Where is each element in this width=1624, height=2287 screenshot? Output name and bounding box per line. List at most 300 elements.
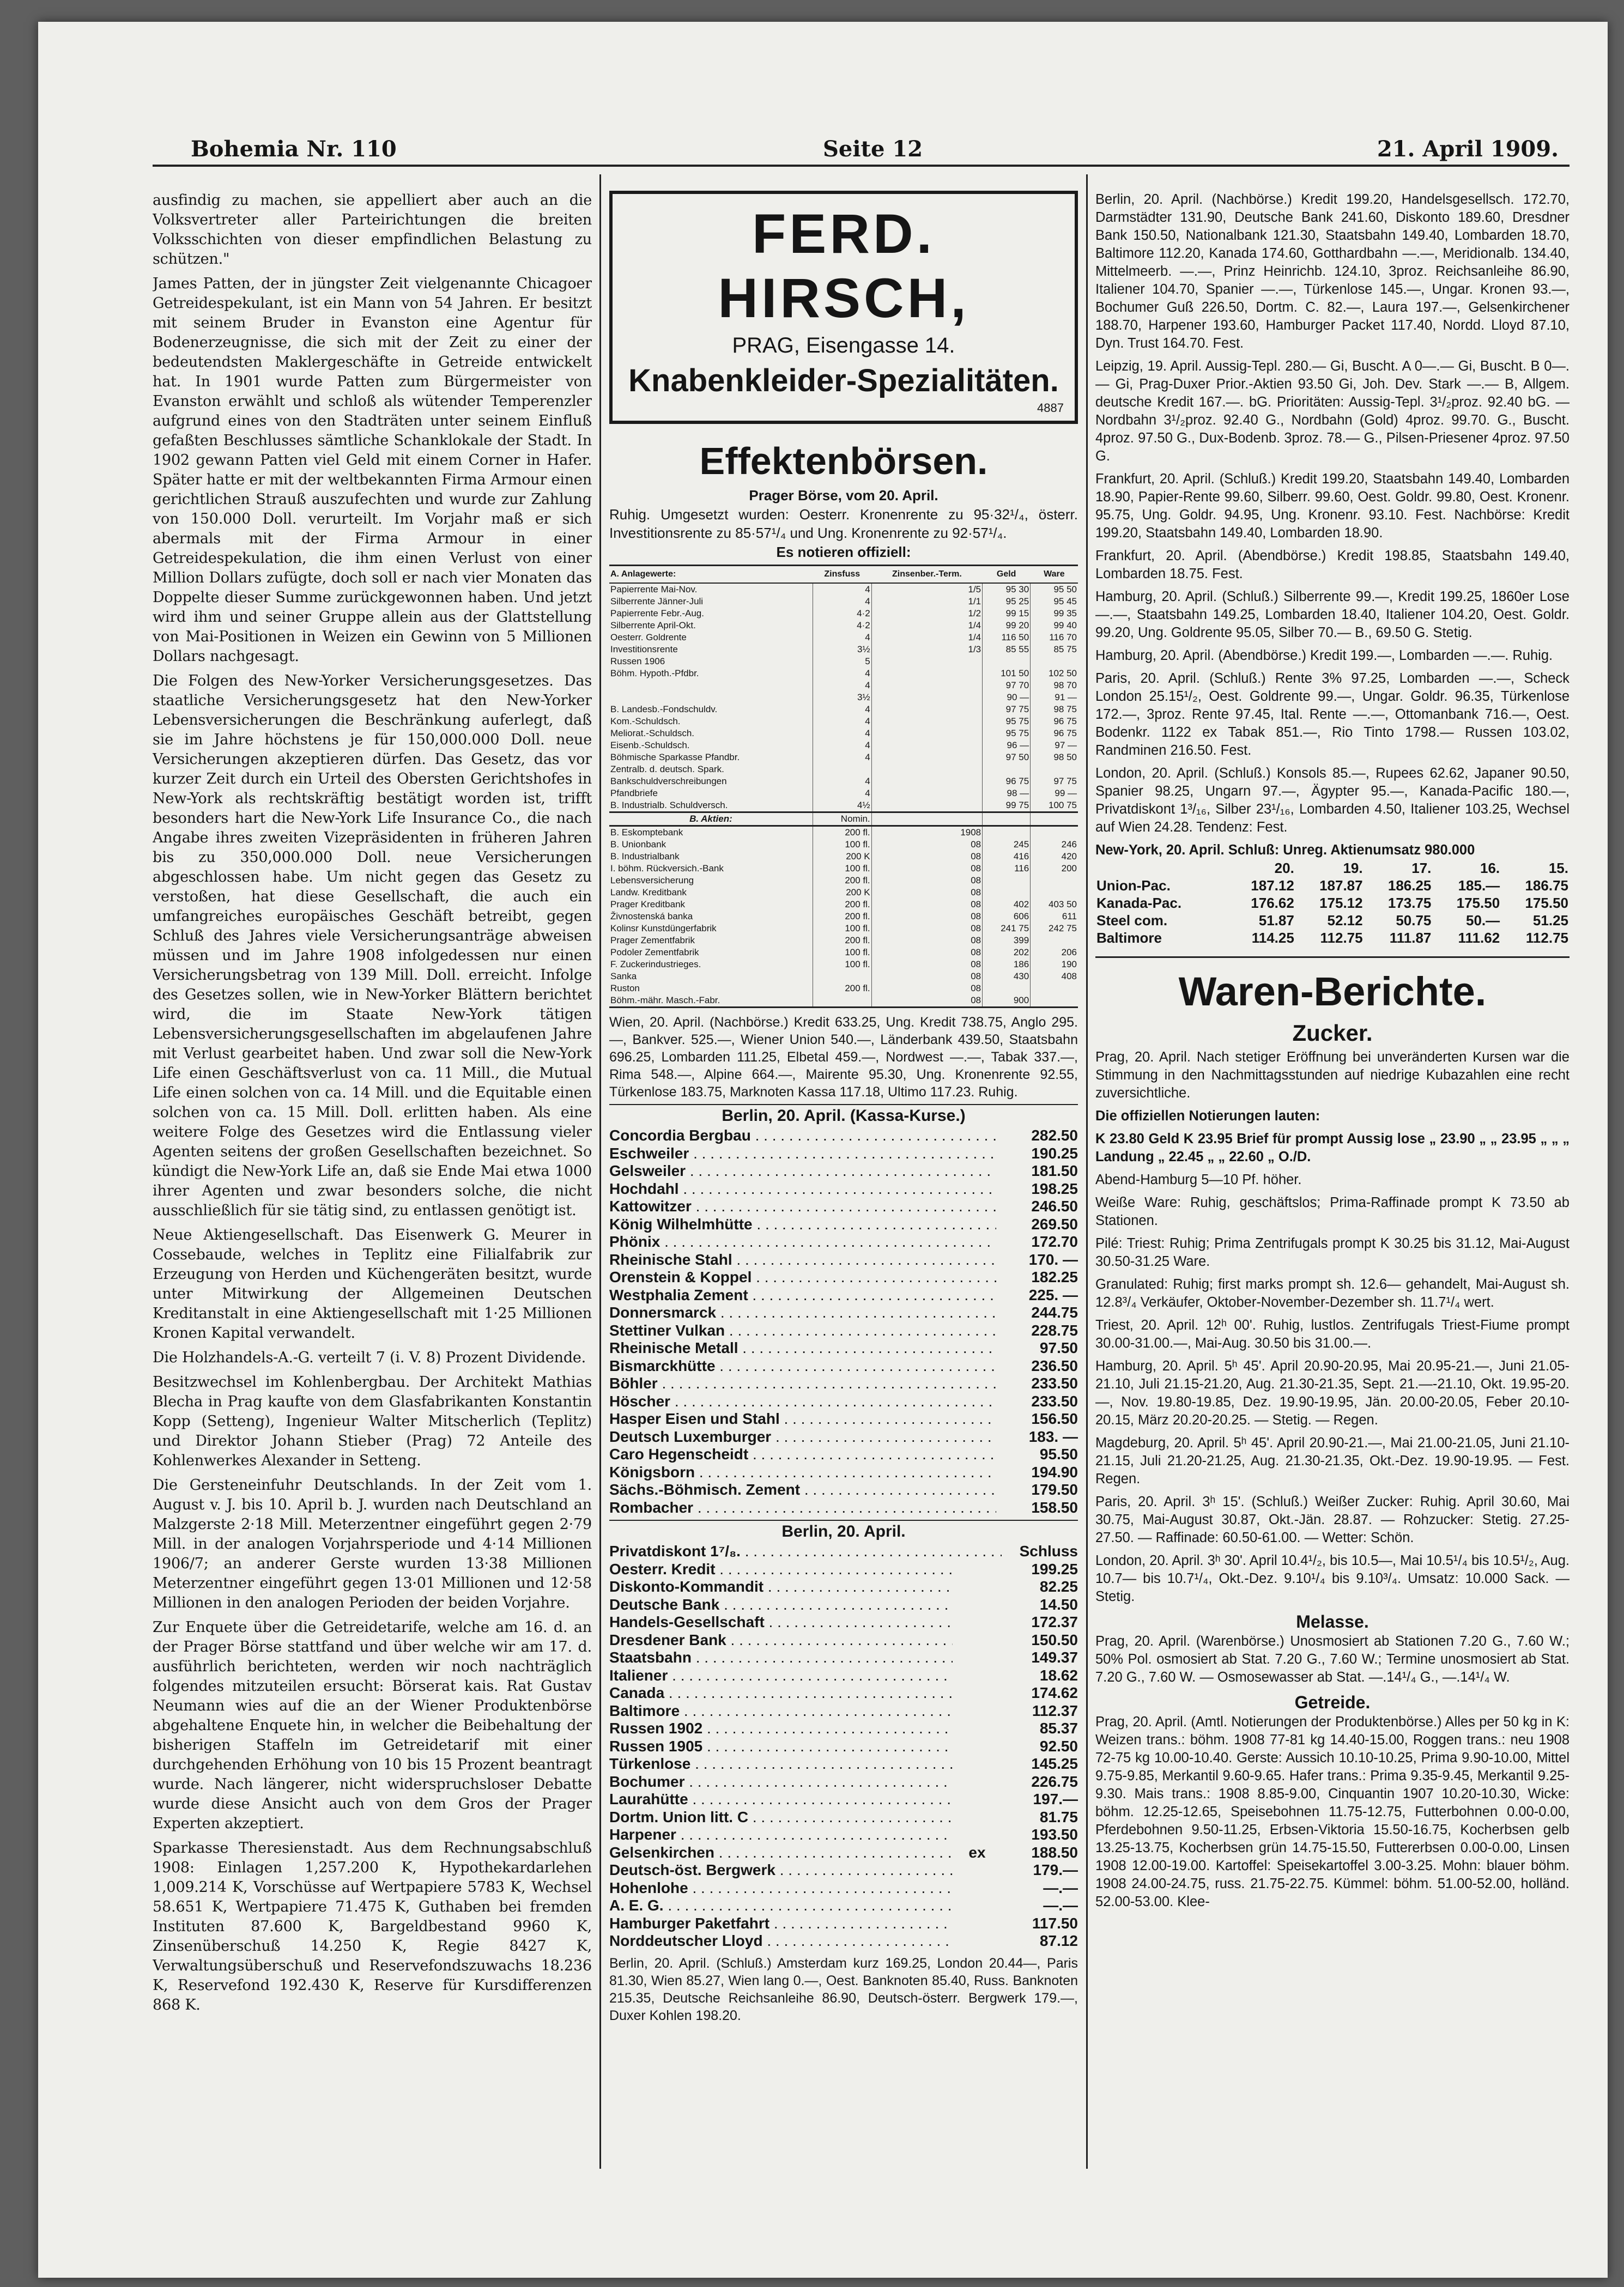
article-paragraph: Die Folgen des New-Yorker Versicherungsgesetzes. Das staatliche Versicherungsgesetz hat den New-Yorker Lebensversicherungen die Beschränkung auferlegt, daß sie im Jahre höchstens je für 150,000.000 Doll. neue Versicherungen akzeptieren dürfen. Das Gesetz, das vor kurzer Zeit durch ein Urteil des Obersten Gerichtshofes in New-York als rechtskräftig bestätigt worden ist, trifft besonders hart die New-York Life Insurance Co., die nach Angabe ihres zweiten Vizepräsidenten in früheren Jahren bis zu 350,000.000 Doll. neue Versicherungen abgeschlossen habe. Um nicht gegen das Gesetz zu verstoßen, hat diese Gesellschaft, die auch ein umfangreiches europäisches Geschäft betreibt, gegen Schluß des Jahres viele Versicherungsanträge abweisen müssen und im Jahre 1908 infolgedessen nur einen Versicherungsbetrag von 139 Mill. Doll. erreicht. Infolge des Gesetzes sollen, wie in New-Yorker Blättern berichtet wird, die im Staate New-York tätigen Lebensversicherungsgesellschaften im abgelaufenen Jahre mit Verlust gearbeitet haben. Und zwar soll die New-York Life einen Geschäftsverlust von ca. 11 Mill., die Mutual Life einen solchen von ca. 14 Mill. und die Equitable einen solchen von ca. 15 Mill. Doll. erlitten haben. Als eine weitere Folge des Gesetzes wird die Entlassung vieler Agenten seitens der großen Gesellschaften bezeichnet. So kündigt die New-York Life an, daß sie Ende Mai etwa 1000 ihrer Agenten und zwar besonders solche, die nicht ausschließlich für sie tätig sind, zu entlassen genötigt ist. xyxy=(153,672,592,1219)
table-cell xyxy=(871,668,982,680)
table-cell: 1/1 xyxy=(871,596,982,608)
stock-name: Böhler . . . xyxy=(609,1375,996,1393)
stock-name: Stettiner Vulkan . . . xyxy=(609,1322,996,1340)
list-item xyxy=(609,1596,1078,1614)
table-cell: 185.— xyxy=(1458,877,1500,894)
stock-name: Diskonto-Kommandit . . . xyxy=(609,1578,953,1596)
zucker-report: Triest, 20. April. 12ʰ 00'. Ruhig, lustlos. Zentrifugals Triest-Fiume prompt 30.00-31.00.—, Mai-Aug. 30.50 bis 31.00.—. xyxy=(1095,1318,1570,1351)
list-item xyxy=(609,1720,1078,1738)
stock-flag xyxy=(953,1613,1002,1631)
table-cell: B. Eskomptebank xyxy=(610,827,683,838)
table-cell: Investitionsrente xyxy=(610,644,678,654)
stock-name: Kattowitzer . . . xyxy=(609,1198,996,1216)
table-cell: Böhm. Hypoth.-Pfdbr. xyxy=(610,668,699,678)
table-cell: 3½ xyxy=(813,644,871,656)
ny-date-col: 19. xyxy=(1343,860,1363,876)
aktien-section-label: B. Aktien: xyxy=(609,812,813,826)
table-cell: 611 xyxy=(1031,911,1078,923)
list-item xyxy=(609,1180,1078,1198)
list-item xyxy=(609,1809,1078,1827)
table-cell: 242 75 xyxy=(1031,923,1078,935)
list-item xyxy=(609,1287,1078,1305)
stock-name: Eschweiler . . . xyxy=(609,1145,996,1163)
table-row xyxy=(609,620,1078,632)
table-cell: 85 75 xyxy=(1031,644,1078,656)
list-item xyxy=(609,1481,1078,1499)
stock-value: 198.25 xyxy=(1031,1180,1078,1197)
table-cell xyxy=(1031,887,1078,899)
table-cell: 102 50 xyxy=(1031,668,1078,680)
table-cell: Ruston xyxy=(610,983,640,993)
list-item xyxy=(609,1897,1078,1915)
market-report: Frankfurt, 20. April. (Schluß.) Kredit 199.20, Staatsbahn 149.40, Lombarden 18.90, Papier-Rente 99.60, Silberr. 99.60, Oest. Goldr. 99.80, Oest. Kronenr. 95.75, Ung. Goldr. 94.95, Ung. Kronenr. 93.10. Fest. Nachbörse: Kredit 199.20, Staatsbahn 149.40, Lombarden 18.90. xyxy=(1095,471,1570,541)
table-cell: Steel com. xyxy=(1096,912,1168,929)
table-cell: 200 fl. xyxy=(813,875,871,887)
table-row xyxy=(609,851,1078,863)
stock-value: 179.— xyxy=(1033,1861,1078,1878)
stock-value: 233.50 xyxy=(1031,1392,1078,1410)
list-item xyxy=(609,1464,1078,1482)
table-cell: Lebensversicherung xyxy=(610,875,694,885)
zucker-report: London, 20. April. 3ʰ 30'. April 10.4¹/₂, bis 10.5—, Mai 10.5¹/₄ bis 10.5¹/₂, Aug. 10.7— bis 10.7¹/₄, Okt.-Dez. 9.10¹/₄ bis 9.10³/₄. Umsatz: 10.000 Sack. — Stetig. xyxy=(1095,1553,1570,1604)
table-row xyxy=(609,959,1078,970)
stock-name: Orenstein & Koppel . . . xyxy=(609,1269,996,1287)
stock-value: 145.25 xyxy=(1031,1755,1078,1772)
table-cell: 200 fl. xyxy=(813,911,871,923)
stock-value: 174.62 xyxy=(1031,1684,1078,1701)
stock-name: Italiener . . . xyxy=(609,1667,953,1685)
stock-value: 181.50 xyxy=(1031,1162,1078,1179)
table-cell xyxy=(1031,826,1078,839)
ny-date-col: 15. xyxy=(1548,860,1568,876)
stock-flag xyxy=(953,1755,1002,1773)
table-header: Ware xyxy=(1031,566,1078,584)
table-cell: 97 — xyxy=(1031,739,1078,751)
header-issue: Bohemia Nr. 110 xyxy=(191,136,397,162)
table-cell: 4½ xyxy=(813,799,871,812)
stock-value: 18.62 xyxy=(1039,1666,1078,1684)
list-item xyxy=(609,1631,1078,1649)
table-cell: 99 40 xyxy=(1031,620,1078,632)
table-cell: 08 xyxy=(871,863,982,875)
stock-value: 228.75 xyxy=(1031,1321,1078,1339)
table-cell: 175.12 xyxy=(1319,895,1363,911)
stock-flag xyxy=(953,1578,1002,1596)
stock-name: Deutsch Luxemburger . . . xyxy=(609,1428,996,1446)
table-cell xyxy=(871,715,982,727)
stock-name: Rheinische Stahl . . . xyxy=(609,1251,996,1269)
table-cell: 4 xyxy=(813,668,871,680)
table-cell: 187.12 xyxy=(1251,877,1294,894)
table-cell: 200 fl. xyxy=(813,982,871,994)
table-cell xyxy=(871,656,982,668)
table-cell: Union-Pac. xyxy=(1096,877,1171,894)
zucker-report: Magdeburg, 20. April. 5ʰ 45'. April 20.90-21.—, Mai 21.00-21.05, Juni 21.10-21.15, Juli 21.20-21.25, Aug. 21.30-21.35, Okt.-Dez. 19.90-19.95. — Fest. Regen. xyxy=(1095,1435,1570,1487)
stock-name: Staatsbahn . . . xyxy=(609,1649,953,1667)
table-cell: 4 xyxy=(813,787,871,799)
stock-name: Hamburger Paketfahrt . . . xyxy=(609,1915,953,1933)
table-row xyxy=(1095,877,1570,894)
table-cell: 403 50 xyxy=(1031,899,1078,911)
table-row xyxy=(609,875,1078,887)
table-cell: Podoler Zementfabrik xyxy=(610,947,699,957)
table-cell: 99 — xyxy=(1031,787,1078,799)
list-item xyxy=(609,1578,1078,1596)
stock-flag xyxy=(953,1773,1002,1791)
stock-name: Russen 1902 . . . xyxy=(609,1720,953,1738)
table-cell: 99 75 xyxy=(983,799,1031,812)
table-cell: 08 xyxy=(871,994,982,1008)
table-cell: Böhmische Sparkasse Pfandbr. xyxy=(610,752,740,762)
table-cell: 95 50 xyxy=(1031,583,1078,596)
table-cell xyxy=(983,763,1031,775)
table-cell xyxy=(983,656,1031,668)
stock-value: 188.50 xyxy=(1031,1843,1078,1861)
table-header: Zinsfuss xyxy=(813,566,871,584)
list-item xyxy=(609,1251,1078,1269)
table-row xyxy=(609,680,1078,691)
list-item xyxy=(609,1216,1078,1234)
table-cell: Sanka xyxy=(610,971,637,981)
table-cell: 4 xyxy=(813,596,871,608)
table-cell: 101 50 xyxy=(983,668,1031,680)
stock-flag xyxy=(953,1720,1002,1738)
stock-value: 95.50 xyxy=(1039,1446,1078,1463)
stock-name: König Wilhelmhütte . . . xyxy=(609,1216,996,1234)
melasse-title: Melasse. xyxy=(1296,1612,1369,1631)
stock-flag xyxy=(953,1897,1002,1915)
stock-name: Donnersmarck . . . xyxy=(609,1304,996,1322)
table-cell: 245 xyxy=(983,839,1031,851)
stock-name: Rombacher . . . xyxy=(609,1499,996,1517)
list-item xyxy=(609,1879,1078,1897)
column-rule-1 xyxy=(599,174,601,2169)
stock-value: 179.50 xyxy=(1031,1481,1078,1498)
table-row xyxy=(609,887,1078,899)
stock-flag xyxy=(953,1879,1002,1897)
table-cell: Meliorat.-Schuldsch. xyxy=(610,728,695,738)
table-cell: 186 xyxy=(983,959,1031,970)
table-cell: 1/4 xyxy=(871,620,982,632)
list-item xyxy=(609,1428,1078,1446)
list-item xyxy=(609,1561,1078,1579)
table-cell: 90 — xyxy=(983,691,1031,703)
table-cell: Russen 1906 xyxy=(610,656,665,666)
stock-value: 246.50 xyxy=(1031,1198,1078,1215)
list-item xyxy=(609,1649,1078,1667)
table-cell: 116 xyxy=(983,863,1031,875)
table-cell: 402 xyxy=(983,899,1031,911)
stock-value: 269.50 xyxy=(1031,1215,1078,1233)
stock-name: Hasper Eisen und Stahl . . . xyxy=(609,1410,996,1428)
table-cell: 08 xyxy=(871,851,982,863)
table-cell: 4·2 xyxy=(813,620,871,632)
header-date: 21. April 1909. xyxy=(1377,136,1559,162)
table-cell xyxy=(871,703,982,715)
table-cell xyxy=(609,691,813,703)
table-cell: 206 xyxy=(1031,947,1078,959)
list-item xyxy=(609,1339,1078,1357)
table-row xyxy=(609,644,1078,656)
table-cell xyxy=(813,994,871,1008)
table-cell: 176.62 xyxy=(1251,895,1294,911)
table-row xyxy=(609,826,1078,839)
getreide-report: Prag, 20. April. (Amtl. Notierungen der Produktenbörse.) Alles per 50 kg in K: Weizen trans.: böhm. 1908 77-81 kg 14.40-15.00, Roggen trans.: neu 1908 72-75 kg 10.00-10.40. Gerste: Aussich 10.10-10.25, Prima 9.90-10.00, Mittel 9.75-9.85, Merkantil 9.60-9.65. Hafer trans.: Prima 9.35-9.45, Merkantil 9.25-9.30. Mais trans.: 1908 8.85-9.00, Cinquantin 1907 10.20-10.30, Wicke: böhm. 12.25-12.65, Speisebohnen 11.75-12.75, Futterbohnen 0.00-0.00, Pferdebohnen 9.50-11.25, Erbsen-Viktoria 15.50-16.75, Kocherbsen gelb 13.25-13.75, Kocherbsen grün 14.75-15.50, Futtererbsen 0.00-0.00, Linsen 1908 12.00-19.00. Kartoffel: Speisekartoffel 3.00-3.25. Mohn: blauer böhm. 1908 24.00-24.75, russ. 21.75-22.75. Kümmel: böhm. 51.00-52.00, holländ. 52.00-53.00. Klee- xyxy=(1095,1714,1570,1909)
table-cell xyxy=(1031,875,1078,887)
stock-name: A. E. G. . . . xyxy=(609,1897,953,1915)
table-cell: 112.75 xyxy=(1525,930,1568,946)
market-report: Hamburg, 20. April. (Abendbörse.) Kredit 199.—, Lombarden —.—. Ruhig. xyxy=(1095,648,1553,663)
table-cell: Bankschuldverschreibungen xyxy=(610,776,727,786)
table-cell: B. Industrialbank xyxy=(610,851,680,862)
stock-flag xyxy=(953,1561,1002,1579)
zucker-report: K 23.80 Geld K 23.95 Brief für prompt Aussig lose „ 23.90 „ „ 23.95 „ „ „ Landung „ 22.45 „ „ 22.60 „ O./D. xyxy=(1095,1131,1570,1164)
table-cell: 246 xyxy=(1031,839,1078,851)
table-cell: 416 xyxy=(983,851,1031,863)
market-report: Berlin, 20. April. (Nachbörse.) Kredit 199.20, Handelsgesellsch. 172.70, Darmstädter 131.90, Deutsche Bank 241.60, Diskonto 189.60, Dresdner Bank 150.50, Nationalbank 121.30, Staatsbahn 149.40, Lombarden 18.70, Baltimore 112.20, Kanada 174.60, Gotthardbahn —.—, Meridionalb. 134.40, Mittelmeerb. —.—, Prinz Heinrichb. 124.10, 3proz. Reichsanleihe 86.90, Italiener 104.70, Spanier —.—, Türkenlose 145.—, Ungar. Kronen 93.—, Bochumer Guß 226.50, Dortm. C. 82.—, Laura 197.—, Gelsenkirchener 188.70, Harpener 193.60, Hamburger Packet 117.40, Nordd. Lloyd 87.10, Dyn. Trust 164.70. Fest. xyxy=(1095,192,1570,351)
table-cell xyxy=(871,799,982,812)
market-report: Paris, 20. April. (Schluß.) Rente 3% 97.25, Lombarden —.—, Scheck London 25.15¹/₂, Oest. Goldrente 99.—, Ungar. Goldr. 96.35, Türkenlose 172.—, 3proz. Rente 97.45, Ital. Rente —.—, Ottomanbank 716.—, Oest. Bodenkr. 1122 ex Tabak 851.—, Rio Tinto 1798.— Russen 103.02, Randminen 216.50. Fest. xyxy=(1095,671,1570,758)
table-cell: 1/2 xyxy=(871,608,982,620)
table-cell: 187.87 xyxy=(1319,877,1363,894)
table-cell: 112.75 xyxy=(1320,930,1363,946)
list-item xyxy=(609,1446,1078,1464)
table-cell xyxy=(983,826,1031,839)
column-2 xyxy=(609,191,1078,2223)
ad-specialty: Knabenkleider-Spezialitäten. xyxy=(628,363,1059,398)
stock-value: 199.25 xyxy=(1031,1560,1078,1578)
table-cell xyxy=(871,751,982,763)
table-cell: 116 70 xyxy=(1031,632,1078,644)
table-cell: 96 75 xyxy=(1031,727,1078,739)
table-cell: 85 55 xyxy=(983,644,1031,656)
list-item xyxy=(609,1861,1078,1879)
table-row xyxy=(609,668,1078,680)
table-row xyxy=(1095,912,1570,929)
stock-value: 190.25 xyxy=(1031,1144,1078,1162)
table-cell: 08 xyxy=(871,875,982,887)
table-cell: 95 75 xyxy=(983,715,1031,727)
berlin-schluss-list xyxy=(609,1561,1078,1950)
list-item xyxy=(609,1791,1078,1809)
table-row xyxy=(609,935,1078,947)
table-cell: 99 35 xyxy=(1031,608,1078,620)
table-cell: 51.87 xyxy=(1258,912,1294,929)
table-cell: 4 xyxy=(813,727,871,739)
berlin-kassa-heading: Berlin, 20. April. (Kassa-Kurse.) xyxy=(609,1104,1078,1127)
ad-number: 4887 xyxy=(1037,401,1064,415)
list-item xyxy=(609,1773,1078,1791)
table-cell xyxy=(983,982,1031,994)
table-cell: 200 xyxy=(1031,863,1078,875)
zucker-report: Granulated: Ruhig; first marks prompt sh. 12.6— gehandelt, Mai-August sh. 12.8³/₄ Verkäufer, Oktober-November-Dezember sh. 11.7¹/₄ wert. xyxy=(1095,1277,1570,1310)
table-cell: 399 xyxy=(983,935,1031,947)
ny-date-col: 20. xyxy=(1274,860,1294,876)
stock-value: 150.50 xyxy=(1031,1631,1078,1648)
table-cell: 111.62 xyxy=(1458,930,1500,946)
table-cell: Landw. Kreditbank xyxy=(610,887,687,897)
stock-value: —.— xyxy=(1043,1897,1078,1914)
table-cell xyxy=(871,727,982,739)
stock-value: 85.37 xyxy=(1039,1720,1078,1737)
table-cell: 202 xyxy=(983,947,1031,959)
stock-value: 193.50 xyxy=(1031,1826,1078,1843)
stock-name: Phönix . . . xyxy=(609,1233,996,1251)
stock-flag xyxy=(953,1684,1002,1702)
stock-flag xyxy=(953,1932,1002,1950)
table-cell: 08 xyxy=(871,959,982,970)
list-item xyxy=(609,1755,1078,1773)
table-cell: 08 xyxy=(871,970,982,982)
table-cell xyxy=(983,887,1031,899)
table-cell: Kolinsr Kunstdüngerfabrik xyxy=(610,923,717,933)
list-item xyxy=(609,1393,1078,1411)
table-row xyxy=(609,703,1078,715)
table-cell: 111.87 xyxy=(1389,930,1432,946)
stock-name: Caro Hegenscheidt . . . xyxy=(609,1446,996,1464)
table-cell xyxy=(871,787,982,799)
table-row xyxy=(609,911,1078,923)
stock-name: Handels-Gesellschaft . . . xyxy=(609,1613,953,1631)
column-1 xyxy=(153,191,592,2223)
table-row xyxy=(609,787,1078,799)
table-cell: 08 xyxy=(871,839,982,851)
list-item xyxy=(609,1684,1078,1702)
table-row xyxy=(609,947,1078,959)
stock-name: Sächs.-Böhmisch. Zement . . . xyxy=(609,1481,996,1499)
stock-flag xyxy=(953,1631,1002,1649)
stock-value: 197.— xyxy=(1033,1791,1078,1807)
table-cell: 95 75 xyxy=(983,727,1031,739)
table-cell xyxy=(983,875,1031,887)
table-cell: 08 xyxy=(871,923,982,935)
list-item xyxy=(609,1233,1078,1251)
stock-flag xyxy=(953,1791,1002,1809)
table-cell: 430 xyxy=(983,970,1031,982)
stock-value: 225. — xyxy=(1028,1286,1078,1303)
stock-name: Königsborn . . . xyxy=(609,1464,996,1482)
table-cell: 116 50 xyxy=(983,632,1031,644)
table-cell: 175.50 xyxy=(1456,895,1500,911)
stock-name: Bismarckhütte . . . xyxy=(609,1357,996,1375)
table-cell: 08 xyxy=(871,887,982,899)
stock-value: 282.50 xyxy=(1031,1127,1078,1144)
stock-flag xyxy=(953,1649,1002,1667)
table-cell: Kanada-Pac. xyxy=(1096,895,1182,911)
table-cell: 200 fl. xyxy=(813,899,871,911)
table-cell: 98 — xyxy=(983,787,1031,799)
table-cell: 99 20 xyxy=(983,620,1031,632)
prague-quotes-table xyxy=(609,565,1078,1008)
table-cell: 50.— xyxy=(1466,912,1500,929)
ny-date-col: 17. xyxy=(1411,860,1432,876)
table-cell: 4 xyxy=(813,632,871,644)
table-header-row xyxy=(1095,859,1570,877)
article-paragraph: Besitzwechsel im Kohlenbergbau. Der Architekt Mathias Blecha in Prag kaufte von dem Glasfabrikanten Konstantin Kopp (Setteng), Ingenieur Walter Mitscherlich (Teplitz) und Direktor Johann Stieber (Prag) 72 Anteile des Kohlenwerkes Alexander in Setteng. xyxy=(153,1374,592,1469)
table-cell xyxy=(609,680,813,691)
table-cell: 97 75 xyxy=(983,703,1031,715)
stock-value: 92.50 xyxy=(1039,1737,1078,1755)
table-cell: 98 70 xyxy=(1031,680,1078,691)
table-cell: 97 70 xyxy=(983,680,1031,691)
table-cell: 114.25 xyxy=(1251,930,1294,946)
stock-value: —.— xyxy=(1043,1879,1078,1896)
table-cell: 100 fl. xyxy=(813,863,871,875)
table-cell: Oesterr. Goldrente xyxy=(610,632,687,642)
stock-value: 170. — xyxy=(1028,1251,1078,1268)
privatdiskont-row xyxy=(609,1543,1078,1561)
table-cell: 08 xyxy=(871,899,982,911)
table-cell: 100 fl. xyxy=(813,839,871,851)
table-cell xyxy=(1031,763,1078,775)
table-row xyxy=(609,923,1078,935)
zucker-report: Die offiziellen Notierungen lauten: xyxy=(1095,1108,1320,1124)
table-cell: 100 fl. xyxy=(813,959,871,970)
article-paragraph: Neue Aktiengesellschaft. Das Eisenwerk G. Meurer in Cossebaude, welches in Teplitz eine Filialfabrik zur Erzeugung von Herden und Küchengeräten besitzt, wurde unter Mitwirkung der Allgemeinen Deutschen Kreditanstalt in eine Aktiengesellschaft mit 1·25 Millionen Kronen Kapital verwandelt. xyxy=(153,1227,592,1342)
article-paragraph: James Patten, der in jüngster Zeit vielgenannte Chicagoer Getreidespekulant, ist ein Mann von 54 Jahren. Er besitzt mit seinem Bruder in Evanston eine Agentur für Bodenerzeugnisse, die sich mit der Zeit zu einer der bedeutendsten Maklergeschäfte in Getreide entwickelt hat. In 1901 wurde Patten zum Bürgermeister von Evanston erwählt und schloß als wütender Temperenzler aufgrund eines von den Stadträten unter seinem Einfluß gefaßten Beschlusses sämtliche Schanklokale der Stadt. In 1902 gewann Patten viel Geld mit einem Corner in Hafer. Später hatte er mit der weltbekannten Firma Armour einen gerichtlichen Strauß auszufechten und wurde zur Zahlung von 150.000 Doll. verurteilt. Im Vorjahr maß er sich abermals mit der Firma Armour in einer Getreidespekulation, die ihm einen Verlust von einer Million Dollars zufügte, doch soll er nach vier Monaten das Doppelte dieser Summe zurückgewonnen haben. Und jetzt wird ihm und seiner Gruppe allein aus der Glattstellung von Mai-Positionen in Weizen ein Gewinn von 5 Millionen Dollars nachgesagt. xyxy=(153,275,592,665)
stock-value: 14.50 xyxy=(1039,1596,1078,1613)
stock-flag xyxy=(953,1915,1002,1933)
table-cell: 08 xyxy=(871,911,982,923)
stock-value: 172.70 xyxy=(1031,1233,1078,1250)
section-title-waren-berichte: Waren-Berichte. xyxy=(1178,969,1487,1014)
article-paragraph: Die Holzhandels-A.-G. verteilt 7 (i. V. 8) Prozent Dividende. xyxy=(153,1349,586,1366)
stock-name: Deutsch-öst. Bergwerk . . . xyxy=(609,1861,953,1879)
table-cell xyxy=(1031,656,1078,668)
article-paragraph: ausfindig zu machen, sie appelliert aber auch an die Volksvertreter aller Parteirichtungen die breiten Volksschichten von dieser empfindlichen Belastung zu schützen." xyxy=(153,192,592,268)
table-cell: 173.75 xyxy=(1387,895,1432,911)
privatdiskont: Privatdiskont 1⁷/₈. . . . xyxy=(609,1543,1002,1561)
list-item xyxy=(609,1322,1078,1340)
table-cell: Kom.-Schuldsch. xyxy=(610,716,681,726)
table-row xyxy=(609,715,1078,727)
zucker-report: Paris, 20. April. 3ʰ 15'. (Schluß.) Weißer Zucker: Ruhig. April 30.60, Mai 30.75, Mai-August 30.87, Okt.-Jän. 28.87. — Rohzucker: Stetig. 27.25-27.50. — Raffinade: 60.50-61.00. — Wetter: Schön. xyxy=(1095,1494,1570,1545)
stock-name: Harpener . . . xyxy=(609,1826,953,1844)
stock-name: Höscher . . . xyxy=(609,1393,996,1411)
table-cell: Baltimore xyxy=(1096,930,1162,946)
stock-value: 244.75 xyxy=(1031,1304,1078,1321)
stock-value: 87.12 xyxy=(1039,1932,1078,1949)
zucker-title: Zucker. xyxy=(1292,1020,1373,1046)
table-cell: 100 fl. xyxy=(813,923,871,935)
stock-name: Russen 1905 . . . xyxy=(609,1738,953,1756)
stock-name: Westphalia Zement . . . xyxy=(609,1287,996,1305)
table-cell: Zentralb. d. deutsch. Spark. xyxy=(610,764,724,774)
table-cell: 4 xyxy=(813,739,871,751)
table-cell: 08 xyxy=(871,947,982,959)
table-header-row xyxy=(609,566,1078,584)
table-row xyxy=(609,799,1078,812)
getreide-title: Getreide. xyxy=(1294,1692,1371,1712)
table-cell: B. Landesb.-Fondschuldv. xyxy=(610,704,718,714)
table-cell: 99 15 xyxy=(983,608,1031,620)
list-item xyxy=(609,1127,1078,1145)
zucker-report: Abend-Hamburg 5—10 Pf. höher. xyxy=(1095,1172,1302,1187)
table-row xyxy=(609,608,1078,620)
stock-value: 158.50 xyxy=(1031,1499,1078,1516)
list-item xyxy=(609,1844,1078,1862)
stock-value: 117.50 xyxy=(1032,1914,1078,1932)
stock-flag xyxy=(953,1809,1002,1827)
berlin-schluss-heading: Berlin, 20. April. xyxy=(609,1520,1078,1543)
market-report: Leipzig, 19. April. Aussig-Tepl. 280.— Gi, Buscht. A 0—.— Gi, Buscht. B 0—.— Gi, Prag-Duxer Prior.-Aktien 93.50 Gi, Joh. Dev. Stark —.— B, Allgem. deutsche Kredit 167.—. bG. Prioritäten: Aussig-Tepl. 3¹/₂proz. 92.40 bG. — Nordbahn 3¹/₂proz. 92.40 G., Nordbahn (Gold) 4proz. 99.70. G., Buscht. 4proz. 97.50 G., Dux-Bodenb. 3proz. 78.— G., Pilsen-Priesener 4proz. 97.50 G. xyxy=(1095,359,1570,464)
section-divider xyxy=(1095,956,1570,958)
prague-intro: Ruhig. Umgesetzt wurden: Oesterr. Kronenrente zu 95·32¹/₄, österr. Investitionsrente zu 85·57¹/₄ und Ung. Kronenrente zu 92·57¹/₄. xyxy=(609,506,1078,541)
stock-value: 149.37 xyxy=(1031,1649,1078,1666)
table-cell: I. böhm. Rückversich.-Bank xyxy=(610,863,724,873)
zucker-report: Weiße Ware: Ruhig, geschäftslos; Prima-Raffinade prompt K 73.50 ab Stationen. xyxy=(1095,1195,1570,1228)
ad-company-name: FERD. HIRSCH, xyxy=(718,203,969,329)
